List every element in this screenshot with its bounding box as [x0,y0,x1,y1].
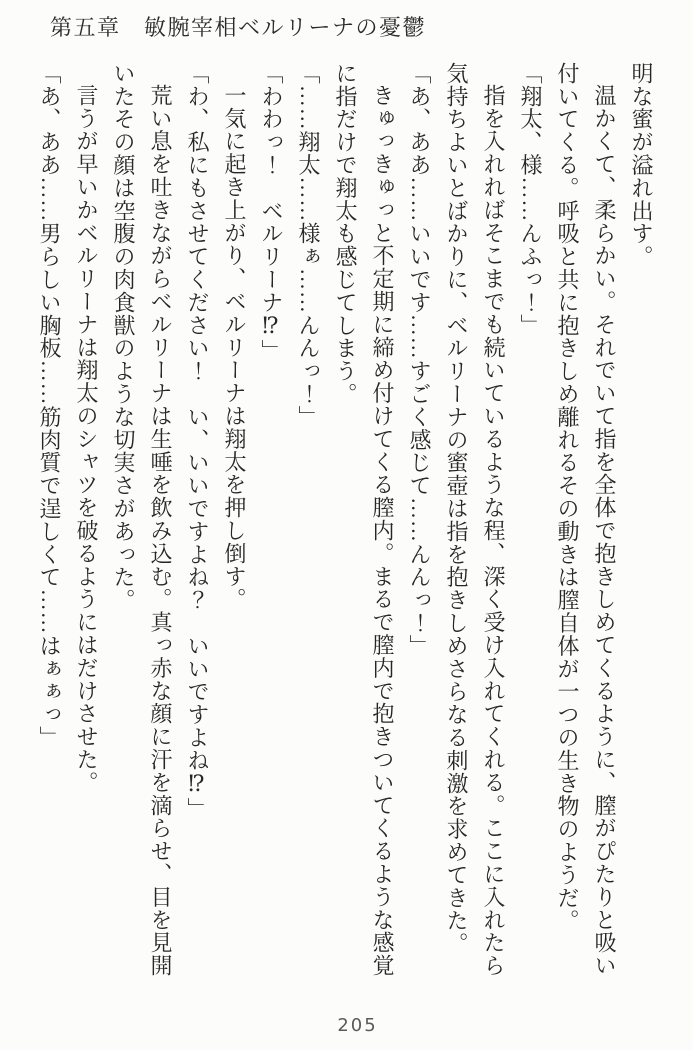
text-line: 荒い息を吐きながらベルリーナは生唾を飲み込む。真っ赤な顔に汗を滴らせ、目を見開 [148,84,173,978]
text-line: 「あ、ああ……いいです……すごく感じて……んんっ！」 [407,62,432,658]
text-line: 「あ、ああ……男らしい胸板……筋肉質で逞しくて……はぁぁっ」 [37,62,62,749]
text-line: 明な蜜が溢れ出す。 [629,62,654,269]
text-line: に指だけで翔太も感じてしまう。 [333,62,358,406]
text-line: 言うが早いかベルリーナは翔太のシャツを破るようにはだけさせた。 [74,84,99,794]
chapter-header: 第五章 敏腕宰相ベルリーナの憂鬱 [50,15,427,40]
text-line: きゅっきゅっと不定期に締め付けてくる膣内。まるで膣内で抱きついてくるような感覚 [370,84,395,978]
text-line: 「わわっ！ ベルリーナ⁉」 [259,62,284,363]
text-line: いたその顔は空腹の肉食獣のような切実さがあった。 [111,62,136,612]
page-body-text [30,62,660,987]
page-number: 205 [337,1015,378,1036]
text-line: 気持ちよいとばかりに、ベルリーナの蜜壺は指を抱きしめさらなる刺激を求めてきた。 [444,62,469,956]
text-line: 付いてくる。呼吸と共に抱きしめ離れるその動きは膣自体が一つの生き物のようだ。 [555,62,580,933]
text-line: 指を入れればそこまでも続いているような程、深く受け入れてくれる。ここに入れたら [481,84,506,978]
text-line: 温かくて、柔らかい。それでいて指を全体で抱きしめてくるように、膣がぴたりと吸い [592,84,617,978]
text-line: 「……翔太……様ぁ……んんっ！」 [296,62,321,429]
text-line: 「わ、私にもさせてください！ い、いいですよね？ いいですよね⁉」 [185,62,210,821]
text-line: 「翔太、様……んふっ！」 [518,62,543,337]
text-line: 一気に起き上がり、ベルリーナは翔太を押し倒す。 [222,84,247,611]
